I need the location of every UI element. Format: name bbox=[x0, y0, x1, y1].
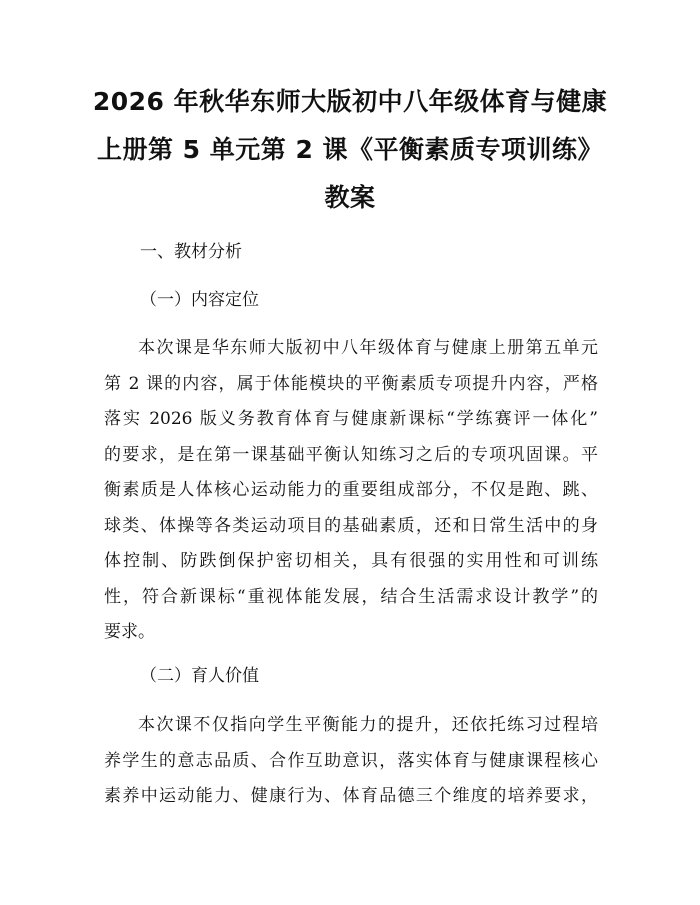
paragraph-line: 养学生的意志品质、合作互助意识，落实体育与健康课程核心 bbox=[104, 750, 598, 771]
title-line: 上册第 5 单元第 2 课《平衡素质专项训练》 bbox=[96, 135, 604, 164]
paragraph-line: 本次课是华东师大版初中八年级体育与健康上册第五单元 bbox=[138, 338, 598, 358]
paragraph-line: 性，符合新课标“重视体能发展，结合生活需求设计教学”的 bbox=[104, 586, 598, 607]
paragraph-line: 要求。 bbox=[104, 622, 155, 642]
paragraph-educational-value bbox=[104, 708, 598, 815]
paragraph-line: 本次课不仅指向学生平衡能力的提升，还依托练习过程培 bbox=[138, 715, 598, 735]
section-heading-teaching-material-analysis: 一、教材分析 bbox=[140, 242, 242, 262]
subsection-heading-content-positioning: （一）内容定位 bbox=[140, 290, 259, 310]
paragraph-line: 球类、体操等各类运动项目的基础素质，还和日常生活中的身 bbox=[104, 515, 598, 536]
title-line: 教案 bbox=[324, 183, 376, 212]
paragraph-line: 衡素质是人体核心运动能力的重要组成部分，不仅是跑、跳、 bbox=[104, 480, 598, 500]
paragraph-line: 体控制、防跌倒保护密切相关，具有很强的实用性和可训练 bbox=[104, 551, 598, 571]
paragraph-line: 的要求，是在第一课基础平衡认知练习之后的专项巩固课。平 bbox=[104, 444, 598, 465]
paragraph-line: 素养中运动能力、健康行为、体育品德三个维度的培养要求， bbox=[104, 786, 598, 806]
document-title bbox=[90, 78, 610, 222]
paragraph-line: 落实 2026 版义务教育体育与健康新课标“学练赛评一体化” bbox=[104, 409, 598, 429]
paragraph-line: 第 2 课的内容，属于体能模块的平衡素质专项提升内容，严格 bbox=[104, 373, 598, 394]
subsection-heading-educational-value: （二）育人价值 bbox=[140, 666, 259, 686]
paragraph-content-positioning bbox=[104, 331, 598, 651]
title-line: 2026 年秋华东师大版初中八年级体育与健康 bbox=[92, 87, 608, 116]
